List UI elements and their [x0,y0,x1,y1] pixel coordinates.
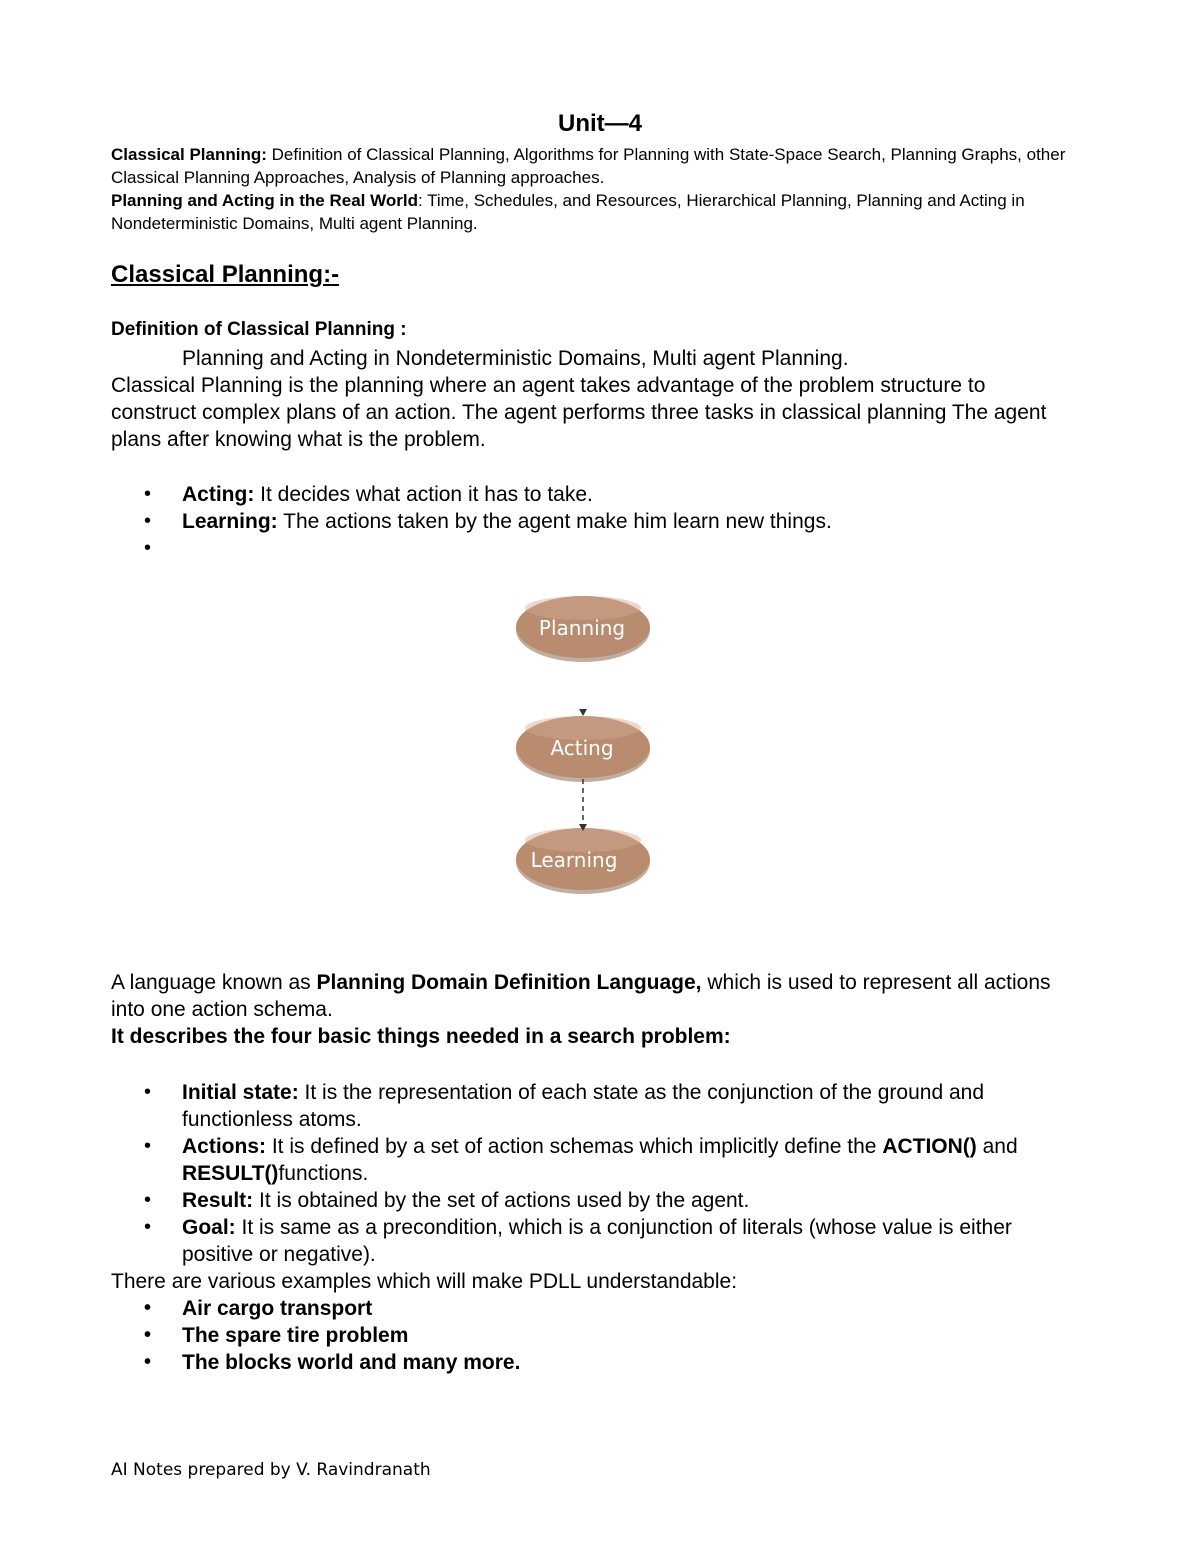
bullet-icon: • [144,1081,152,1103]
unit-title: Unit—4 [558,110,642,137]
action-function: ACTION() [882,1135,977,1158]
task-label: Learning: [182,510,278,533]
task-text: It decides what action it has to take. [254,483,593,506]
bullet-icon: • [144,1324,152,1346]
item-text-middle: and [976,1135,1018,1158]
list-item [111,1187,1071,1214]
syllabus-block [111,143,1071,235]
item-text: It is obtained by the set of actions used by the agent. [253,1189,750,1212]
list-item [111,481,1071,508]
definition-body [111,345,1071,453]
result-function: RESULT() [182,1162,279,1185]
diagram-node-planning [516,596,650,662]
list-item [111,1133,1071,1187]
arrow-head-icon [579,709,587,716]
syllabus-label-real-world: Planning and Acting in the Real World [111,191,418,210]
pddl-intro-paragraph [111,969,1071,1023]
bullet-icon: • [144,537,152,559]
bullet-icon: • [144,1216,152,1238]
list-item [111,1322,1071,1349]
syllabus-text-real-world: : Time, Schedules, and Resources, Hierarchical Planning, Planning and Acting in Nondeterministic Domains, Multi agent Planning. [111,191,1025,233]
task-text: The actions taken by the agent make him learn new things. [277,510,832,533]
task-label: Acting: [182,483,255,506]
page-footer: AI Notes prepared by V. Ravindranath [111,1460,431,1480]
syllabus-label-classical: Classical Planning: [111,145,267,164]
example-text: The blocks world and many more. [182,1351,521,1374]
bullet-icon: • [144,1189,152,1211]
definition-heading: Definition of Classical Planning : [111,319,407,340]
examples-intro: There are various examples which will make PDLL understandable: [111,1270,738,1293]
list-item [111,1295,1071,1322]
pddl-name: Planning Domain Definition Language, [316,971,702,994]
list-item [111,1214,1071,1268]
bullet-icon: • [144,1135,152,1157]
diagram-label-learning: Learning [530,848,618,872]
bullet-icon: • [144,510,152,532]
examples-list [111,1295,1071,1376]
bullet-icon: • [144,1297,152,1319]
bullet-icon: • [144,1351,152,1373]
item-text: It is the representation of each state as the conjunction of the ground and functionless atoms. [182,1081,984,1131]
syllabus-line-classical [111,143,1071,189]
item-label: Initial state: [182,1081,299,1104]
item-label: Goal: [182,1216,236,1239]
bullet-icon: • [144,483,152,505]
pddl-intro-suffix: which is used to represent all actions into one action schema. [111,971,1051,1021]
diagram-node-acting [516,716,650,782]
syllabus-line-real-world [111,189,1071,235]
item-label: Actions: [182,1135,266,1158]
definition-indented-line: Planning and Acting in Nondeterministic Domains, Multi agent Planning. [182,347,849,370]
tasks-list [111,481,1071,559]
diagram-node-learning [516,828,650,894]
example-text: The spare tire problem [182,1324,409,1347]
pddl-intro-prefix: A language known as [111,971,317,994]
list-item [111,1079,1071,1133]
section-heading: Classical Planning:- [111,261,340,288]
planning-cycle-diagram [500,580,680,900]
item-text: It is defined by a set of action schemas which implicitly define the [266,1135,883,1158]
item-text-after: functions. [278,1162,369,1185]
pddl-items-list [111,1079,1071,1268]
list-item [111,508,1071,535]
pddl-describes [111,1023,1071,1050]
syllabus-text-classical: Definition of Classical Planning, Algorithms for Planning with State-Space Search, Planning Graphs, other Classical Planning Approaches, Analysis of Planning approaches. [111,145,1066,187]
definition-paragraph: Classical Planning is the planning where an agent takes advantage of the problem structure to construct complex plans of an action. The agent performs three tasks in classical planning The agent plans after knowing what is the problem. [111,374,1047,451]
example-text: Air cargo transport [182,1297,373,1320]
item-text: It is same as a precondition, which is a conjunction of literals (whose value is either positive or negative). [182,1216,1012,1266]
pddl-intro [111,969,1071,1050]
diagram-label-acting: Acting [550,736,614,760]
pddl-describes-text: It describes the four basic things needed in a search problem: [111,1025,731,1048]
diagram-label-planning: Planning [538,616,626,640]
list-item [111,1349,1071,1376]
item-label: Result: [182,1189,254,1212]
